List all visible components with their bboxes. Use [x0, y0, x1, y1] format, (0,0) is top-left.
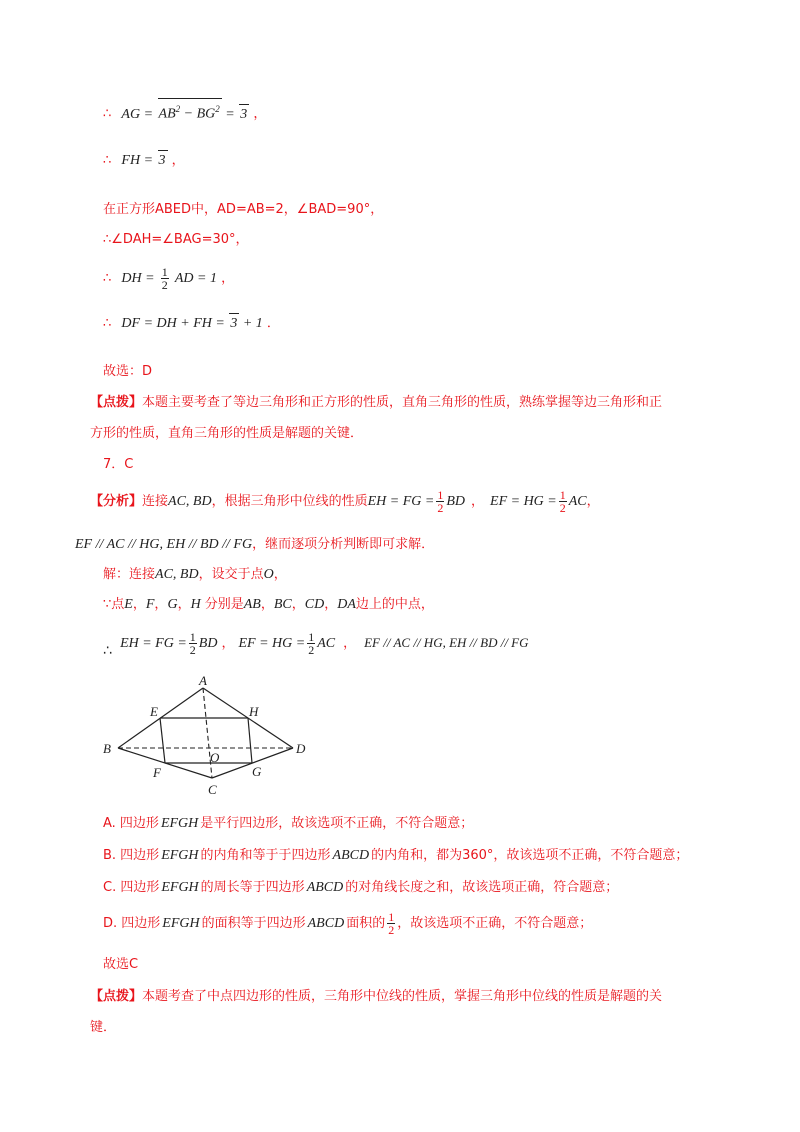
comma: ， — [253, 106, 267, 122]
label-c: C — [208, 782, 217, 797]
label-b: B — [103, 741, 111, 756]
fh-equation: FH = 3 — [121, 153, 167, 168]
fraction-half: $\frac{1}{2}$ — [189, 630, 196, 657]
dh-equation-post: AD = 1 — [174, 271, 217, 286]
square-statement: 在正方形ABED中，AD=AB=2，∠BAD=90°， — [103, 202, 384, 217]
sqrt-sign: 3 — [158, 150, 168, 171]
label-d: D — [296, 741, 306, 756]
df-equation-line — [103, 313, 280, 334]
label-f: F — [153, 765, 161, 780]
therefore-symbol: ∴ — [103, 316, 112, 331]
tip-tag: 【点拨】 — [90, 395, 143, 410]
dh-equation-pre: DH = — [121, 271, 155, 286]
sqrt-sign: $AB^2 - BG^2$ — [158, 98, 222, 125]
tip-paragraph-line1 — [90, 393, 662, 413]
label-h: H — [249, 704, 259, 719]
period: ． — [266, 316, 280, 331]
sqrt-sign: 3 — [239, 104, 249, 125]
comma: ， — [171, 153, 185, 168]
geometry-figure — [98, 672, 318, 802]
fraction-half: $\frac{1}{2}$ — [388, 910, 395, 937]
option-b: B. 四边形 EFGH 的内角和等于于四边形 ABCD 的内角和，都为360°，故该选项不正确，不符合题意； — [103, 848, 689, 863]
fh-equation-line — [103, 150, 185, 171]
tip2-paragraph-line1: 【点拨】本题考查了中点四边形的性质，三角形中位线的性质，掌握三角形中位线的性质是解题的关 — [90, 989, 663, 1004]
tip-text: 本题主要考查了等边三角形和正方形的性质，直角三角形的性质，熟练掌握等边三角形和正 — [142, 395, 663, 410]
fraction-half: $\frac{1}{2}$ — [437, 488, 444, 515]
therefore-symbol: ∴ — [103, 271, 112, 286]
solution-line1: 解：连接AC, BD，设交于点O， — [103, 567, 287, 582]
tip2-paragraph-line2: 键． — [90, 1020, 117, 1035]
analysis-tag: 【分析】 — [90, 494, 143, 509]
option-c: C. 四边形 EFGH 的周长等于四边形 ABCD 的对角线长度之和，故该选项正确，符合题意； — [103, 880, 619, 895]
fraction-half: $\frac{1}{2}$ — [161, 265, 168, 292]
fraction-half: $\frac{1}{2}$ — [308, 630, 315, 657]
therefore-symbol: ∴ — [103, 153, 112, 168]
therefore-symbol: ∴ — [103, 106, 112, 122]
answer-d: 故选：D — [103, 364, 153, 379]
fraction-half: $\frac{1}{2}$ — [559, 488, 566, 515]
label-o: O — [210, 750, 220, 765]
ag-equation: AG = $AB^2 - BG^2 = 3$ — [121, 107, 249, 122]
analysis-line1: 【分析】连接AC, BD，根据三角形中位线的性质EH = FG = $\frac{1}{2}$ BD ， EF = HG = $\frac{1}{2}$ AC， — [90, 488, 600, 515]
label-g: G — [252, 764, 262, 779]
option-d: D. 四边形 EFGH 的面积等于四边形 ABCD 面积的 $\frac{1}{2}$ ，故该选项不正确，不符合题意； — [103, 910, 593, 937]
df-equation: DF = DH + FH = 3 + 1 — [121, 316, 262, 331]
label-e: E — [150, 704, 158, 719]
tip-paragraph-line2: 方形的性质，直角三角形的性质是解题的关键． — [90, 426, 364, 441]
sqrt-sign: 3 — [229, 313, 239, 334]
comma: ， — [221, 271, 235, 286]
answer-c: 故选C — [103, 957, 139, 972]
edge-ef — [160, 718, 165, 763]
dh-equation-line — [103, 265, 234, 293]
edge-hg — [248, 718, 252, 763]
ag-equation-line — [103, 98, 266, 125]
analysis-line2: EF // AC // HG, EH // BD // FG，继而逐项分析判断即可求解． — [75, 537, 435, 552]
midline-equations: ∴ EH = FG = $\frac{1}{2}$ BD ， EF = HG = $\frac{1}{2}$ AC ， EF // AC // HG, EH // BD // FG — [103, 630, 529, 659]
tip2-tag: 【点拨】 — [90, 989, 143, 1004]
option-a: A. 四边形 EFGH 是平行四边形，故该选项不正确，不符合题意； — [103, 816, 474, 831]
label-a: A — [199, 673, 207, 688]
question-7-label: 7．C — [103, 457, 134, 472]
midpoint-statement: ∵点E，F，G，H 分别是AB，BC，CD，DA边上的中点， — [103, 597, 434, 612]
angle-statement: ∴∠DAH=∠BAG=30°， — [103, 232, 249, 247]
